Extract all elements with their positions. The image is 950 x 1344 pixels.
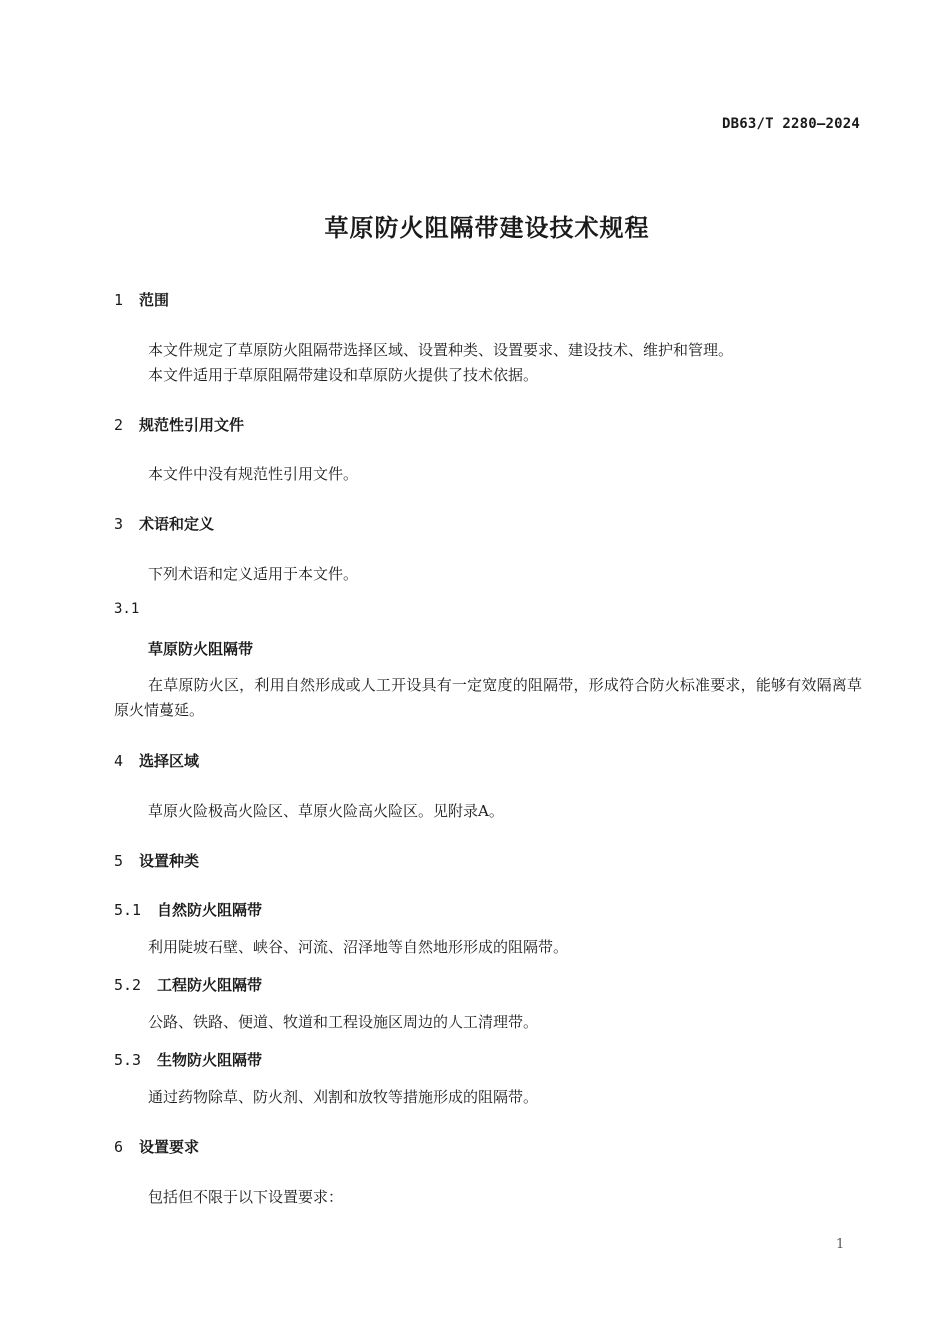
section-number: 1 [114, 291, 124, 309]
section-2-heading [114, 414, 244, 435]
section-title: 范围 [139, 291, 170, 309]
subsection-title: 生物防火阻隔带 [157, 1051, 263, 1069]
section-number: 6 [114, 1138, 124, 1156]
page-number: 1 [836, 1237, 845, 1252]
subsection-5-3-text: 通过药物除草、防火剂、刈割和放牧等措施形成的阻隔带。 [148, 1088, 539, 1106]
subsection-5-3-heading [114, 1049, 262, 1070]
section-6-paragraph-1: 包括但不限于以下设置要求： [148, 1188, 344, 1206]
section-number: 5 [114, 852, 124, 870]
section-title: 设置要求 [139, 1138, 200, 1156]
term-number: 3.1 [114, 601, 140, 617]
section-title: 选择区域 [139, 752, 200, 770]
section-2-paragraph-1: 本文件中没有规范性引用文件。 [148, 465, 359, 483]
section-4-paragraph-1: 草原火险极高火险区、草原火险高火险区。见附录A。 [148, 802, 504, 820]
subsection-number: 5.1 [114, 901, 142, 919]
subsection-number: 5.2 [114, 976, 142, 994]
section-number: 4 [114, 752, 124, 770]
section-4-heading [114, 750, 199, 771]
subsection-number: 5.3 [114, 1051, 142, 1069]
section-title: 设置种类 [139, 852, 200, 870]
term-definition: 在草原防火区，利用自然形成或人工开设具有一定宽度的阻隔带，形成符合防火标准要求，能够有效隔离草原火情蔓延。 [114, 676, 862, 719]
section-3-heading [114, 513, 214, 534]
section-1-heading [114, 289, 169, 310]
subsection-5-2-text: 公路、铁路、便道、牧道和工程设施区周边的人工清理带。 [148, 1013, 539, 1031]
section-6-heading [114, 1136, 199, 1157]
section-3-paragraph-1: 下列术语和定义适用于本文件。 [148, 565, 359, 583]
term-name: 草原防火阻隔带 [148, 640, 254, 658]
section-number: 2 [114, 416, 124, 434]
subsection-5-2-heading [114, 974, 262, 995]
section-title: 术语和定义 [139, 515, 215, 533]
section-number: 3 [114, 515, 124, 533]
subsection-5-1-text: 利用陡坡石壁、峡谷、河流、沼泽地等自然地形形成的阻隔带。 [148, 938, 569, 956]
subsection-5-1-heading [114, 899, 262, 920]
subsection-title: 自然防火阻隔带 [157, 901, 263, 919]
section-1-paragraph-2: 本文件适用于草原阻隔带建设和草原防火提供了技术依据。 [148, 366, 539, 384]
section-title: 规范性引用文件 [139, 416, 245, 434]
section-1-paragraph-1: 本文件规定了草原防火阻隔带选择区域、设置种类、设置要求、建设技术、维护和管理。 [148, 341, 734, 359]
document-title: 草原防火阻隔带建设技术规程 [324, 214, 650, 242]
section-5-heading [114, 850, 199, 871]
standard-code: DB63/T 2280—2024 [721, 116, 860, 132]
subsection-title: 工程防火阻隔带 [157, 976, 263, 994]
